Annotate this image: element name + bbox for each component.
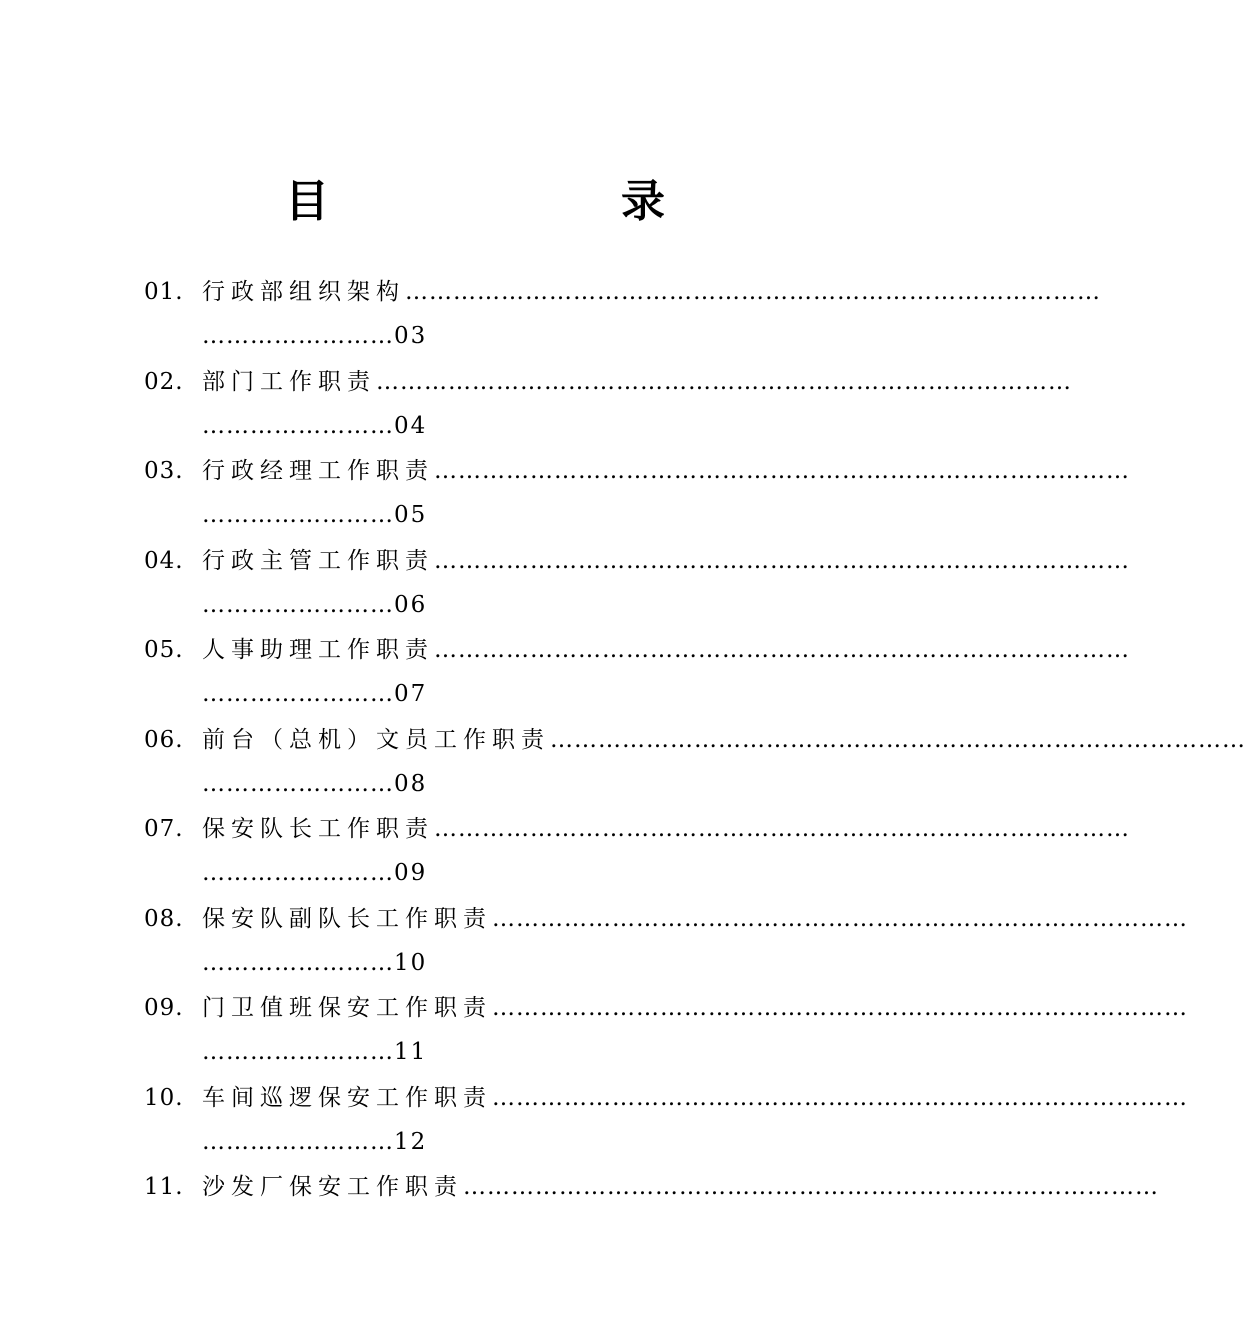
toc-entry-line: [144, 449, 1130, 493]
toc-entry-number: 01.: [144, 279, 184, 305]
toc-entry-page: 05: [394, 502, 428, 528]
toc-dot-leader: ……………………: [202, 1128, 394, 1155]
toc-entry-number: 09.: [144, 995, 184, 1021]
toc-dot-leader: ……………………………………………………………………………: [492, 1084, 1188, 1111]
toc-entry-page-line: [144, 1120, 804, 1165]
toc-dot-leader: ……………………………………………………………………………: [463, 1174, 1159, 1200]
toc-dot-leader: ……………………………………………………………………………: [492, 995, 1188, 1021]
toc-entry-title: 部门工作职责: [202, 368, 376, 395]
toc-entry: [144, 628, 1130, 718]
toc-entry-title: 沙发厂保安工作职责: [202, 1174, 463, 1200]
toc-entry-line: [144, 807, 1130, 851]
toc-entry-line: [144, 360, 1072, 404]
toc-entry-number: 04.: [144, 547, 184, 574]
toc-entry-number: 07.: [144, 816, 184, 842]
toc-entry-number: 11.: [144, 1174, 184, 1200]
toc-entry-line: [144, 718, 1246, 762]
toc-entry-page: 08: [394, 770, 428, 797]
toc-dot-leader: ……………………………………………………………………………: [376, 368, 1072, 395]
toc-entry-number: 08.: [144, 905, 184, 932]
toc-entry-page-line: [144, 672, 804, 717]
toc-entry-page-line: [144, 314, 804, 359]
toc-dot-leader: ……………………: [202, 502, 394, 528]
toc-entry-line: [144, 628, 1130, 672]
toc-dot-leader: ……………………………………………………………………………: [434, 637, 1130, 663]
toc-dot-leader: ……………………: [202, 323, 394, 349]
toc-entry-title: 保安队长工作职责: [202, 816, 434, 842]
toc-entry: [144, 539, 1130, 629]
toc-entry-title: 门卫值班保安工作职责: [202, 995, 492, 1021]
toc-entry-title: 行政经理工作职责: [202, 458, 434, 484]
toc-entry: [144, 1076, 1188, 1166]
toc-entry-page: 11: [394, 1039, 428, 1065]
toc-dot-leader: ……………………………………………………………………………: [434, 547, 1130, 574]
toc-entry-title: 行政部组织架构: [202, 279, 405, 305]
toc-dot-leader: ……………………………………………………………………………: [550, 726, 1246, 753]
toc-dot-leader: ……………………………………………………………………………: [405, 279, 1101, 305]
toc-entry-title: 前台（总机）文员工作职责: [202, 726, 550, 753]
toc-dot-leader: ……………………: [202, 1039, 394, 1065]
toc-entry-page: 07: [394, 681, 428, 707]
toc-entry-page: 10: [394, 949, 428, 976]
toc-entry: [144, 718, 1246, 808]
toc-entry-number: 06.: [144, 726, 184, 753]
toc-title: 目 录: [285, 176, 733, 227]
toc-dot-leader: ……………………: [202, 412, 394, 439]
toc-entry-page: 04: [394, 412, 428, 439]
toc-entry: [144, 449, 1130, 539]
toc-entry-number: 02.: [144, 368, 184, 395]
toc-entry: [144, 986, 1188, 1076]
toc-dot-leader: ……………………: [202, 681, 394, 707]
toc-dot-leader: ……………………………………………………………………………: [434, 816, 1130, 842]
toc-entry-page-line: [144, 762, 804, 807]
toc-entry-number: 05.: [144, 637, 184, 663]
toc-list: [144, 270, 1246, 1255]
toc-entry-page: 06: [394, 591, 428, 618]
toc-entry-line: [144, 897, 1188, 941]
toc-entry-title: 车间巡逻保安工作职责: [202, 1084, 492, 1111]
toc-entry-page-line: [144, 851, 804, 896]
toc-entry-page: 12: [394, 1128, 428, 1155]
toc-entry-number: 10.: [144, 1084, 184, 1111]
toc-entry: [144, 270, 1101, 360]
toc-dot-leader: ……………………: [202, 770, 394, 797]
toc-entry-line: [144, 539, 1130, 583]
toc-entry-page-line: [144, 1030, 804, 1075]
toc-dot-leader: ……………………: [202, 860, 394, 886]
toc-entry-title: 保安队副队长工作职责: [202, 905, 492, 932]
toc-entry: [144, 807, 1130, 897]
toc-entry: [144, 897, 1188, 987]
toc-entry-title: 人事助理工作职责: [202, 637, 434, 663]
toc-entry-page: 09: [394, 860, 428, 886]
toc-entry-line: [144, 1076, 1188, 1120]
toc-entry-number: 03.: [144, 458, 184, 484]
toc-dot-leader: ……………………………………………………………………………: [434, 458, 1130, 484]
toc-entry-line: [144, 1165, 1159, 1209]
toc-entry-page-line: [144, 404, 804, 449]
toc-entry-page-line: [144, 941, 804, 986]
toc-dot-leader: ……………………: [202, 949, 394, 976]
toc-entry-line: [144, 270, 1101, 314]
toc-entry-title: 行政主管工作职责: [202, 547, 434, 574]
toc-entry-page-line: [144, 583, 804, 628]
toc-entry: [144, 360, 1072, 450]
toc-entry-page-line: [144, 493, 804, 538]
toc-entry-line: [144, 986, 1188, 1030]
toc-dot-leader: ……………………: [202, 591, 394, 618]
toc-entry: [144, 1165, 1159, 1255]
toc-dot-leader: ……………………………………………………………………………: [492, 905, 1188, 932]
toc-entry-page: 03: [394, 323, 428, 349]
